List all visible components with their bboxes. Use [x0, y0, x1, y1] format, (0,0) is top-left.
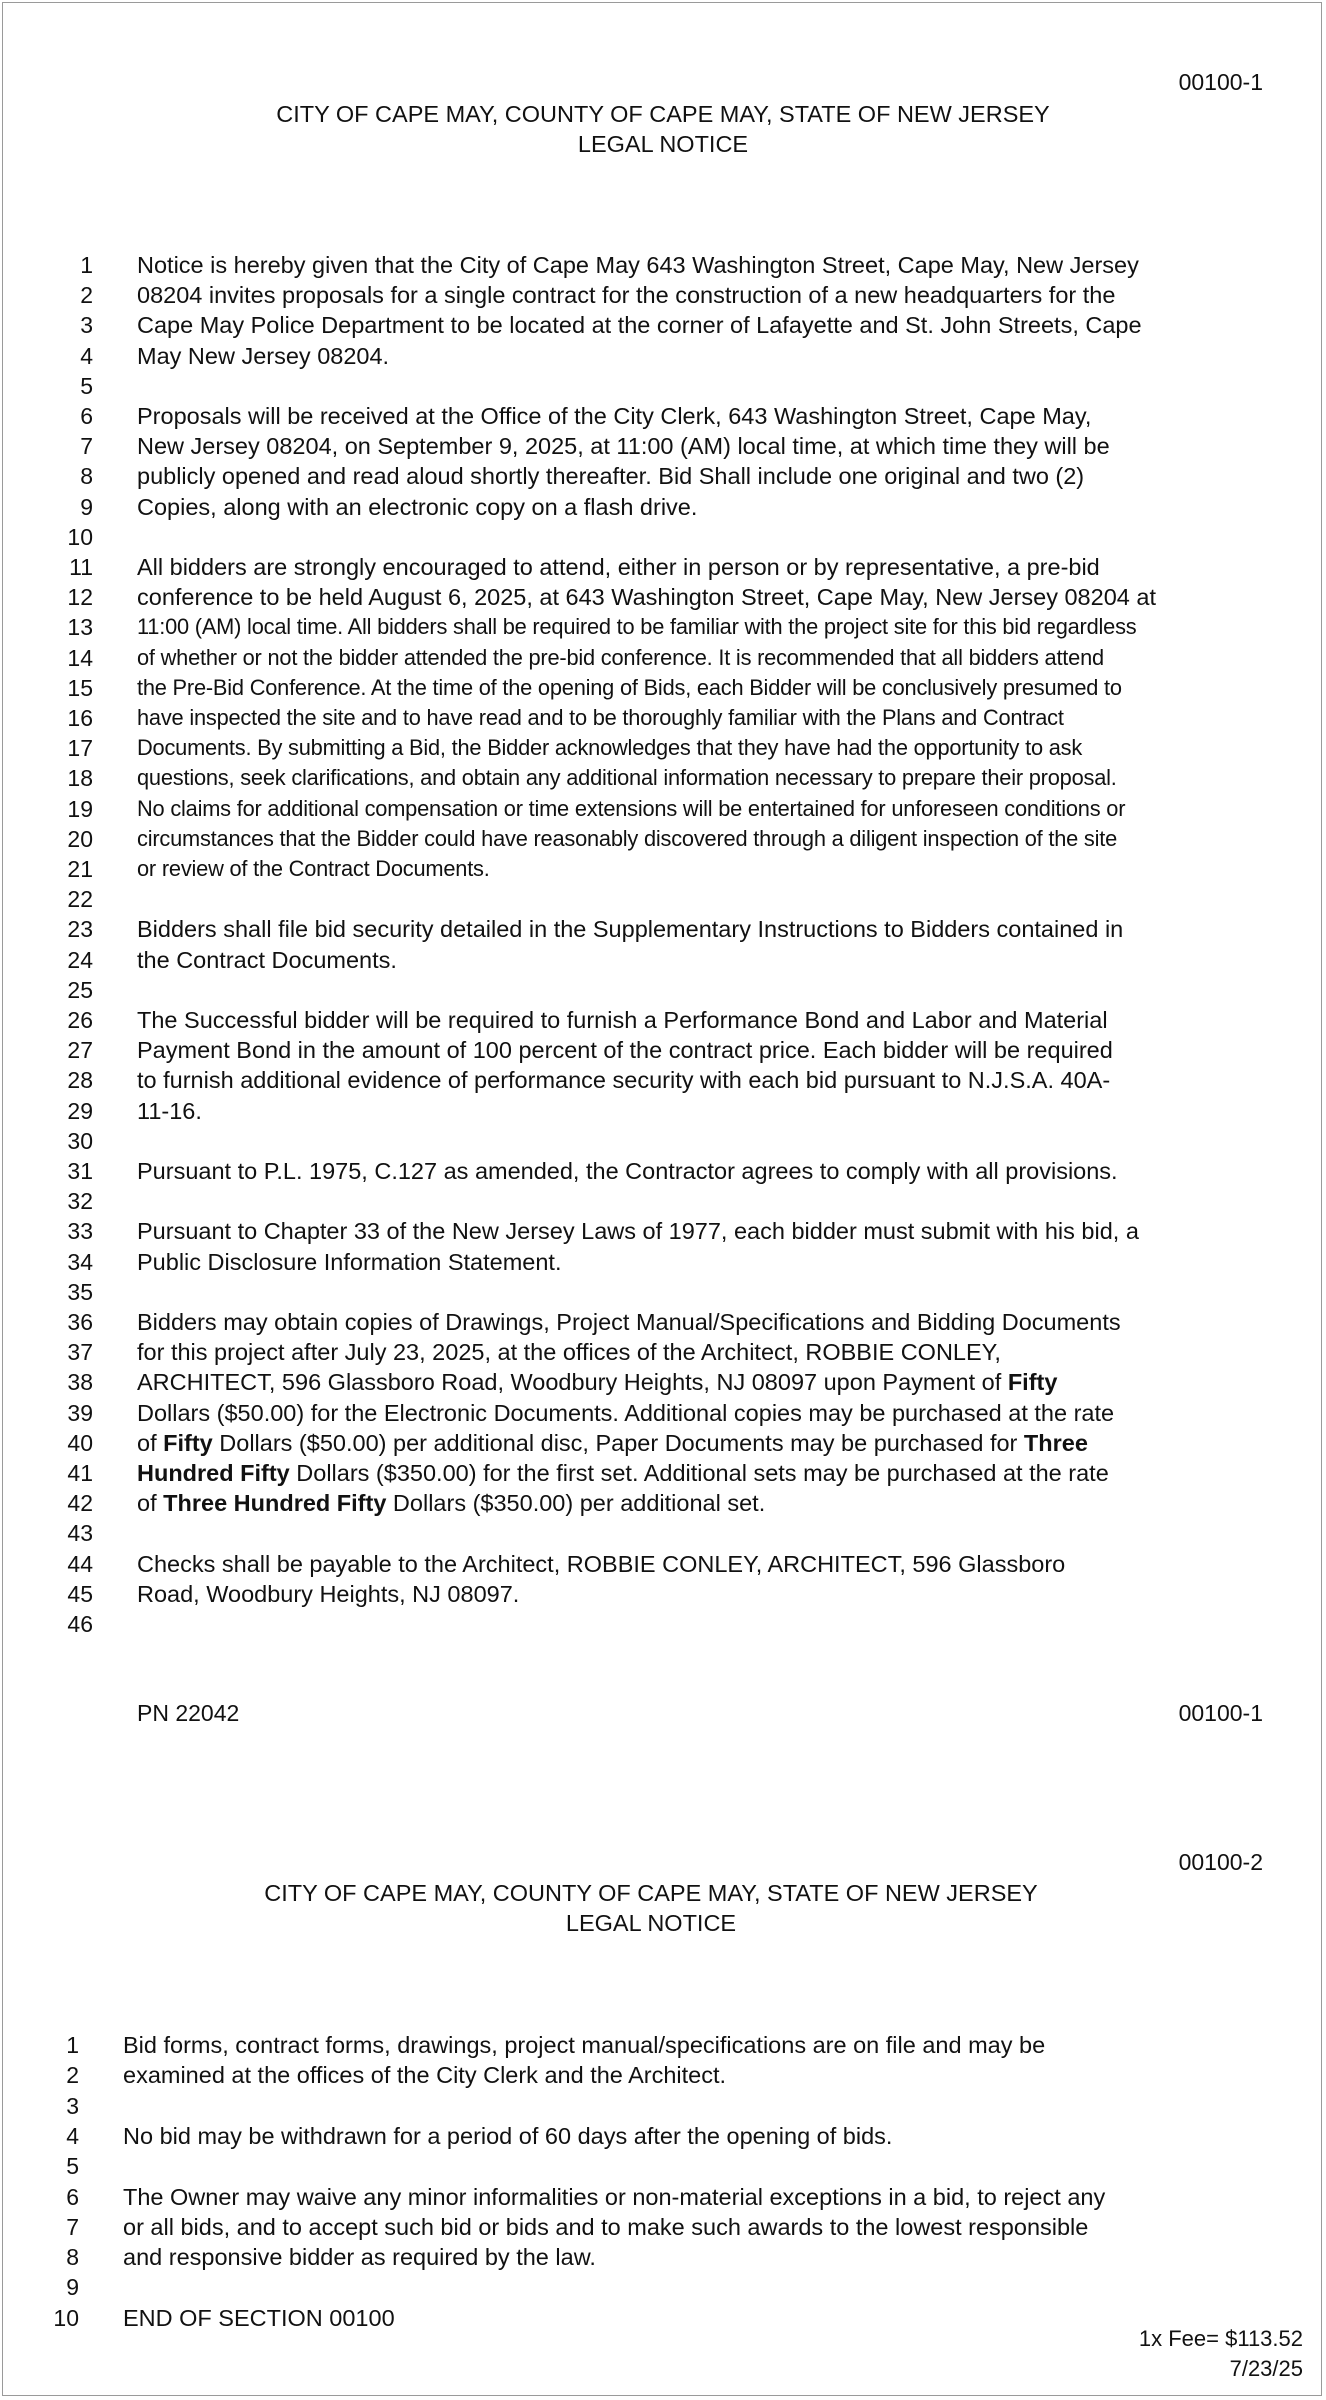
bold-amount: Fifty — [1007, 1369, 1058, 1396]
fee-amount: 1x Fee= $113.52 — [1138, 2326, 1303, 2351]
line-number: 12 — [67, 584, 93, 611]
line-text-42 — [137, 1488, 765, 1518]
line-number: 14 — [67, 644, 93, 671]
line-text: The Owner may waive any minor informalities or non-material exceptions in a bid, to reject any — [123, 2183, 1106, 2210]
footer-project-number: PN 22042 — [137, 1700, 240, 1726]
line-number: 7 — [80, 433, 93, 460]
line-text: 11:00 (AM) local time. All bidders shall be required to be familiar with the project site for this bid regardless — [137, 614, 1137, 640]
line-text-41 — [137, 1458, 1109, 1488]
line-text: conference to be held August 6, 2025, at 643 Washington Street, Cape May, New Jersey 08204 at — [137, 584, 1156, 611]
line-text: The Successful bidder will be required to furnish a Performance Bond and Labor and Material — [137, 1007, 1108, 1033]
line-number: 2 — [80, 282, 93, 309]
line-number: 1 — [80, 252, 93, 278]
line-number: 9 — [66, 2274, 79, 2301]
footer-section-code: 00100-1 — [1178, 1700, 1263, 1726]
line-text: May New Jersey 08204. — [137, 342, 390, 369]
line-number: 30 — [67, 1127, 93, 1154]
text-fragment: of — [137, 1429, 164, 1456]
line-number: 3 — [80, 312, 93, 339]
line-text: Checks shall be payable to the Architect, ROBBIE CONLEY, ARCHITECT, 596 Glassboro — [137, 1550, 1066, 1577]
line-number: 1 — [66, 2032, 79, 2058]
line-number: 35 — [67, 1278, 93, 1305]
line-text: Public Disclosure Information Statement. — [137, 1248, 562, 1275]
line-text: All bidders are strongly encouraged to attend, either in person or by representative, a pre-bid — [137, 554, 1100, 580]
line-number: 13 — [67, 614, 93, 641]
text-fragment: Dollars ($50.00) for the Electronic Documents. Additional copies may be purchased at the rate — [137, 1399, 1115, 1426]
line-number: 34 — [67, 1248, 93, 1275]
line-number: 25 — [67, 976, 93, 1003]
line-number: 5 — [66, 2153, 79, 2180]
line-text: 11-16. — [137, 1097, 202, 1124]
line-text: the Contract Documents. — [137, 946, 397, 973]
bold-amount: Fifty — [163, 1429, 213, 1456]
section-2-heading — [0, 1878, 1311, 1938]
heading-2-line-1: CITY OF CAPE MAY, COUNTY OF CAPE MAY, STATE OF NEW JERSEY — [264, 1880, 1038, 1906]
line-number: 39 — [67, 1399, 93, 1426]
line-number: 46 — [67, 1611, 93, 1637]
heading-2-line-2: LEGAL NOTICE — [565, 1910, 737, 1936]
line-number: 24 — [67, 946, 93, 973]
line-text: 08204 invites proposals for a single contract for the construction of a new headquarters for the — [137, 282, 1116, 309]
line-text: have inspected the site and to have read and to be thoroughly familiar with the Plans and Contract — [137, 705, 1064, 730]
line-text: Bidders may obtain copies of Drawings, Project Manual/Specifications and Bidding Documents — [137, 1309, 1121, 1335]
line-text: Proposals will be received at the Office of the City Clerk, 643 Washington Street, Cape May, — [137, 403, 1092, 429]
line-number: 4 — [66, 2122, 79, 2149]
line-number: 31 — [67, 1158, 93, 1184]
line-text: Bidders shall file bid security detailed in the Supplementary Instructions to Bidders contained in — [137, 916, 1124, 943]
line-text: Pursuant to Chapter 33 of the New Jersey Laws of 1977, each bidder must submit with his bid, a — [137, 1218, 1139, 1245]
line-text: or review of the Contract Documents. — [137, 856, 490, 881]
line-number: 8 — [80, 463, 93, 490]
line-number: 19 — [67, 795, 93, 822]
heading-line-2: LEGAL NOTICE — [577, 131, 749, 157]
line-number: 40 — [67, 1429, 93, 1456]
line-text: of whether or not the bidder attended the pre-bid conference. It is recommended that all bidders attend — [137, 644, 1104, 670]
line-number: 32 — [67, 1188, 93, 1215]
legal-notice-page — [2, 2, 1322, 2396]
line-number: 37 — [67, 1339, 93, 1366]
line-number: 10 — [53, 2304, 79, 2331]
line-text: questions, seek clarifications, and obtain any additional information necessary to prepare their proposal. — [137, 765, 1117, 791]
text-fragment: Dollars ($350.00) for the first set. Additional sets may be purchased at the rate — [289, 1460, 1109, 1486]
line-number: 20 — [67, 825, 93, 852]
line-number: 2 — [66, 2062, 79, 2089]
line-text: Payment Bond in the amount of 100 percent of the contract price. Each bidder will be required — [137, 1037, 1113, 1064]
line-number: 4 — [80, 342, 93, 369]
line-text: Bid forms, contract forms, drawings, project manual/specifications are on file and may be — [123, 2032, 1046, 2058]
line-text: and responsive bidder as required by the law. — [123, 2244, 596, 2271]
text-fragment: Dollars ($50.00) per additional disc, Paper Documents may be purchased for — [212, 1429, 1024, 1456]
line-number: 33 — [67, 1218, 93, 1245]
line-number: 26 — [67, 1007, 93, 1033]
line-number: 44 — [67, 1550, 93, 1577]
line-number: 45 — [67, 1580, 93, 1607]
line-number: 27 — [67, 1037, 93, 1064]
line-text: examined at the offices of the City Clerk and the Architect. — [123, 2062, 727, 2089]
line-text: No claims for additional compensation or time extensions will be entertained for unforeseen conditions or — [137, 795, 1126, 821]
text-fragment: ARCHITECT, 596 Glassboro Road, Woodbury Heights, NJ 08097 upon Payment of — [137, 1369, 1008, 1396]
line-number: 3 — [66, 2092, 79, 2119]
line-number: 9 — [80, 493, 93, 520]
bold-amount: Three Hundred Fifty — [163, 1490, 387, 1517]
line-text: Copies, along with an electronic copy on a flash drive. — [137, 493, 698, 520]
line-text: Documents. By submitting a Bid, the Bidder acknowledges that they have had the opportunity to ask — [137, 735, 1083, 761]
line-text-40 — [137, 1428, 1088, 1458]
line-number: 36 — [67, 1309, 93, 1335]
line-number: 8 — [66, 2244, 79, 2271]
line-text: or all bids, and to accept such bid or bids and to make such awards to the lowest responsible — [123, 2213, 1089, 2240]
line-text: publicly opened and read aloud shortly thereafter. Bid Shall include one original and two (2) — [137, 463, 1085, 490]
line-text: END OF SECTION 00100 — [123, 2304, 395, 2331]
line-text: Road, Woodbury Heights, NJ 08097. — [137, 1580, 520, 1607]
fee-block — [1139, 2324, 1303, 2384]
bold-amount: Three — [1023, 1429, 1088, 1456]
line-number: 41 — [67, 1460, 93, 1486]
fee-date: 7/23/25 — [1229, 2356, 1303, 2381]
line-number: 21 — [67, 856, 93, 882]
line-number: 38 — [67, 1369, 93, 1396]
line-number: 6 — [80, 403, 93, 429]
line-number: 15 — [67, 674, 93, 701]
line-text: Notice is hereby given that the City of Cape May 643 Washington Street, Cape May, New Jersey — [137, 252, 1139, 278]
line-text: No bid may be withdrawn for a period of 60 days after the opening of bids. — [123, 2122, 893, 2149]
line-number: 29 — [67, 1097, 93, 1124]
section-code-top: 00100-1 — [1178, 69, 1263, 95]
line-number: 23 — [67, 916, 93, 943]
line-number: 18 — [67, 765, 93, 792]
line-text: circumstances that the Bidder could have reasonably discovered through a diligent inspection of the site — [137, 825, 1118, 851]
line-text: for this project after July 23, 2025, at the offices of the Architect, ROBBIE CONLEY, — [137, 1339, 1001, 1366]
line-number: 11 — [69, 554, 93, 580]
section-heading — [3, 99, 1323, 159]
line-number: 10 — [67, 523, 93, 550]
line-text: the Pre-Bid Conference. At the time of the opening of Bids, each Bidder will be conclusively presumed to — [137, 674, 1122, 700]
line-text-39 — [137, 1398, 1114, 1428]
text-fragment: Dollars ($350.00) per additional set. — [386, 1490, 766, 1517]
line-number: 22 — [67, 886, 93, 913]
line-number: 16 — [67, 705, 93, 731]
line-number: 42 — [67, 1490, 93, 1517]
line-text: Cape May Police Department to be located at the corner of Lafayette and St. John Streets, Cape — [137, 312, 1142, 339]
heading-line-1: CITY OF CAPE MAY, COUNTY OF CAPE MAY, STATE OF NEW JERSEY — [276, 101, 1050, 127]
line-text: to furnish additional evidence of performance security with each bid pursuant to N.J.S.A. 40A- — [137, 1067, 1111, 1094]
bold-amount: Hundred Fifty — [137, 1460, 290, 1486]
text-fragment: of — [137, 1490, 164, 1517]
line-text: New Jersey 08204, on September 9, 2025, at 11:00 (AM) local time, at which time they will be — [137, 433, 1110, 460]
line-number: 28 — [67, 1067, 93, 1094]
line-number: 17 — [67, 735, 93, 762]
line-number: 7 — [66, 2213, 79, 2240]
line-number: 5 — [80, 372, 93, 399]
line-number: 43 — [67, 1520, 93, 1547]
line-number: 6 — [66, 2183, 79, 2210]
line-text: Pursuant to P.L. 1975, C.127 as amended, the Contractor agrees to comply with all provisions. — [137, 1158, 1118, 1184]
line-text-38 — [137, 1367, 1057, 1397]
section-2-code-top: 00100-2 — [1178, 1849, 1263, 1875]
